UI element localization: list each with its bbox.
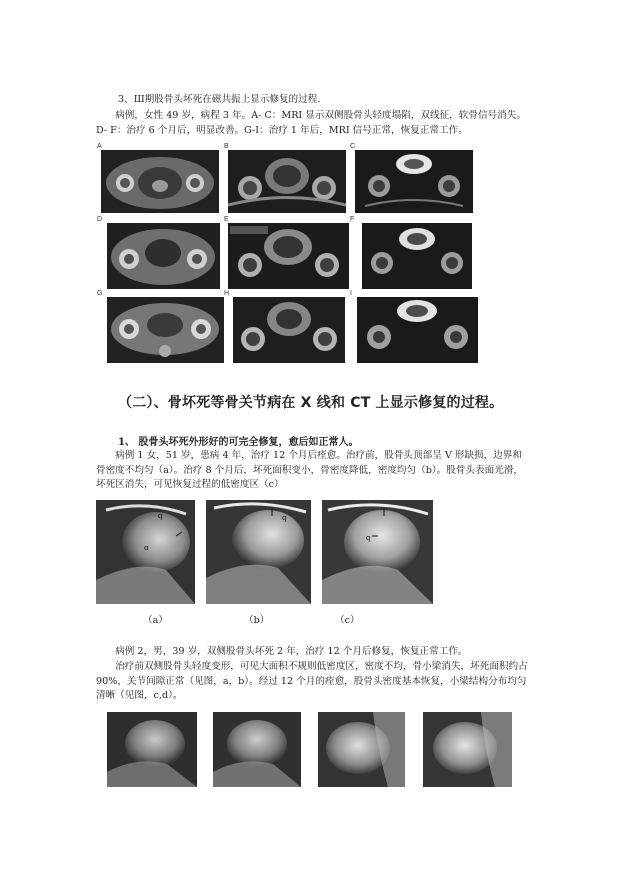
section3-case-text: 病例，女性 49 岁，病程 3 年。A- C：MRI 显示双侧股骨头轻度塌陷，双线征，软骨信号消失。D- F：治疗 6 个月后，明显改善。G-I：治疗 1 年后，MRI 信号正常，恢复正常工作。 <box>96 110 526 136</box>
caption-a: （a） <box>143 615 168 626</box>
mri-image-h <box>233 297 345 363</box>
xray-image-a <box>96 500 195 604</box>
xray-image-case2-b <box>213 712 301 787</box>
svg-text:ɑ: ɑ <box>144 544 149 552</box>
case1-text: 病例 1 女，51 岁，患病 4 年，治疗 12 个月后痊愈。治疗前，股骨头顶部呈 V 形缺损，边界和骨密度不均匀（a）。治疗 8 个月后，坏死面积变小，骨密度降低，密度均匀（b）。股骨头表面光滑，坏死区消失，可见恢复过程的低密度区（c） <box>96 450 523 491</box>
mri-image-d <box>107 223 220 289</box>
svg-text:q: q <box>158 512 163 520</box>
mri-image-f <box>362 223 472 289</box>
mri-image-e <box>228 223 349 289</box>
mri-image-b <box>228 150 346 213</box>
case2-text: 治疗前双侧股骨头轻度变形，可见大面积不规则低密度区，密度不均，骨小梁消失，坏死面积约占 90%，关节间隙正常（见图，a，b）。经过 12 个月的痊愈，股骨头密度基本恢复，小梁结构分布均匀清晰（见图，c,d）。 <box>96 661 528 702</box>
panel-label-b: B <box>224 143 229 150</box>
caption-b: （b） <box>244 615 270 626</box>
xray-image-case2-c <box>318 712 405 787</box>
case2-line1: 病例 2，男，39 岁，双侧股骨头坏死 2 年，治疗 12 个月后修复，恢复正常工作。 <box>115 646 468 657</box>
svg-text:q: q <box>282 514 287 522</box>
caption-c: （c） <box>335 615 360 626</box>
mri-image-c <box>355 150 473 213</box>
mri-image-i <box>357 297 478 363</box>
subsection-heading: 1、 股骨头坏死外形好的可完全修复，愈后如正常人。 <box>118 437 359 448</box>
mri-image-a <box>101 150 219 213</box>
section3-title: 3、Ш期股骨头坏死在磁共振上显示修复的过程. <box>118 94 321 105</box>
xray-image-case2-d <box>423 712 512 787</box>
xray-image-case2-a <box>107 712 197 787</box>
panel-label-c: C <box>350 143 356 150</box>
panel-label-e: E <box>224 216 229 223</box>
section-heading: （二）、骨坏死等骨关节病在 X 线和 CT 上显示修复的过程。 <box>118 395 504 411</box>
panel-label-h: H <box>224 290 230 297</box>
xray-image-c <box>322 500 433 604</box>
panel-label-g: G <box>97 290 103 297</box>
mri-image-g <box>107 297 224 363</box>
panel-label-f: F <box>350 216 355 223</box>
xray-image-b <box>206 500 311 604</box>
svg-text:q: q <box>366 534 371 542</box>
panel-label-a: A <box>97 143 102 150</box>
panel-label-i: I <box>350 290 352 297</box>
panel-label-d: D <box>97 216 103 223</box>
